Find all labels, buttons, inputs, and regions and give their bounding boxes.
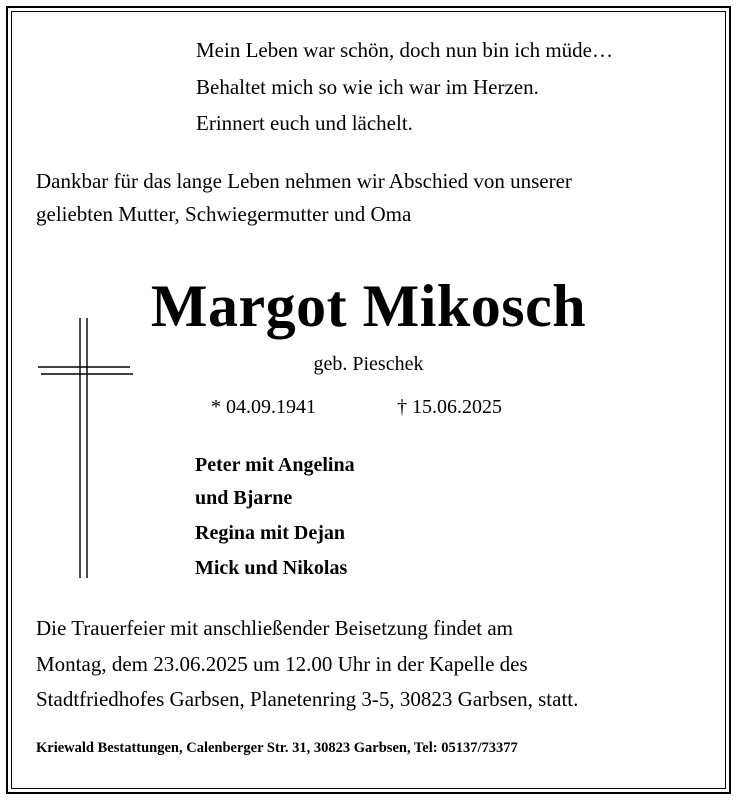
ceremony-line-3: Stadtfriedhofes Garbsen, Planetenring 3-5, 30823 Garbsen, statt.	[36, 687, 579, 711]
poem-line-2: Behaltet mich so wie ich war im Herzen.	[196, 75, 539, 99]
cross-icon	[38, 318, 134, 578]
intro-line-2: geliebten Mutter, Schwiegermutter und Oma	[36, 202, 412, 226]
deceased-name: Margot Mikosch	[150, 273, 587, 339]
family-member-4: Mick und Nikolas	[195, 557, 348, 579]
death-date: † 15.06.2025	[397, 396, 502, 418]
birth-date: * 04.09.1941	[211, 396, 316, 418]
ceremony-line-2: Montag, dem 23.06.2025 um 12.00 Uhr in der Kapelle des	[36, 652, 528, 676]
poem-line-1: Mein Leben war schön, doch nun bin ich müde…	[196, 38, 613, 62]
family-member-1: Peter mit Angelina	[195, 454, 355, 476]
family-member-2: und Bjarne	[195, 487, 293, 509]
intro-line-1: Dankbar für das lange Leben nehmen wir Abschied von unserer	[36, 169, 572, 193]
maiden-name: geb. Pieschek	[313, 353, 424, 375]
family-member-3: Regina mit Dejan	[195, 522, 345, 544]
poem-line-3: Erinnert euch und lächelt.	[196, 111, 413, 135]
ceremony-line-1: Die Trauerfeier mit anschließender Beisetzung findet am	[36, 616, 514, 640]
funeral-home-footer: Kriewald Bestattungen, Calenberger Str. 31, 30823 Garbsen, Tel: 05137/73377	[36, 740, 518, 756]
